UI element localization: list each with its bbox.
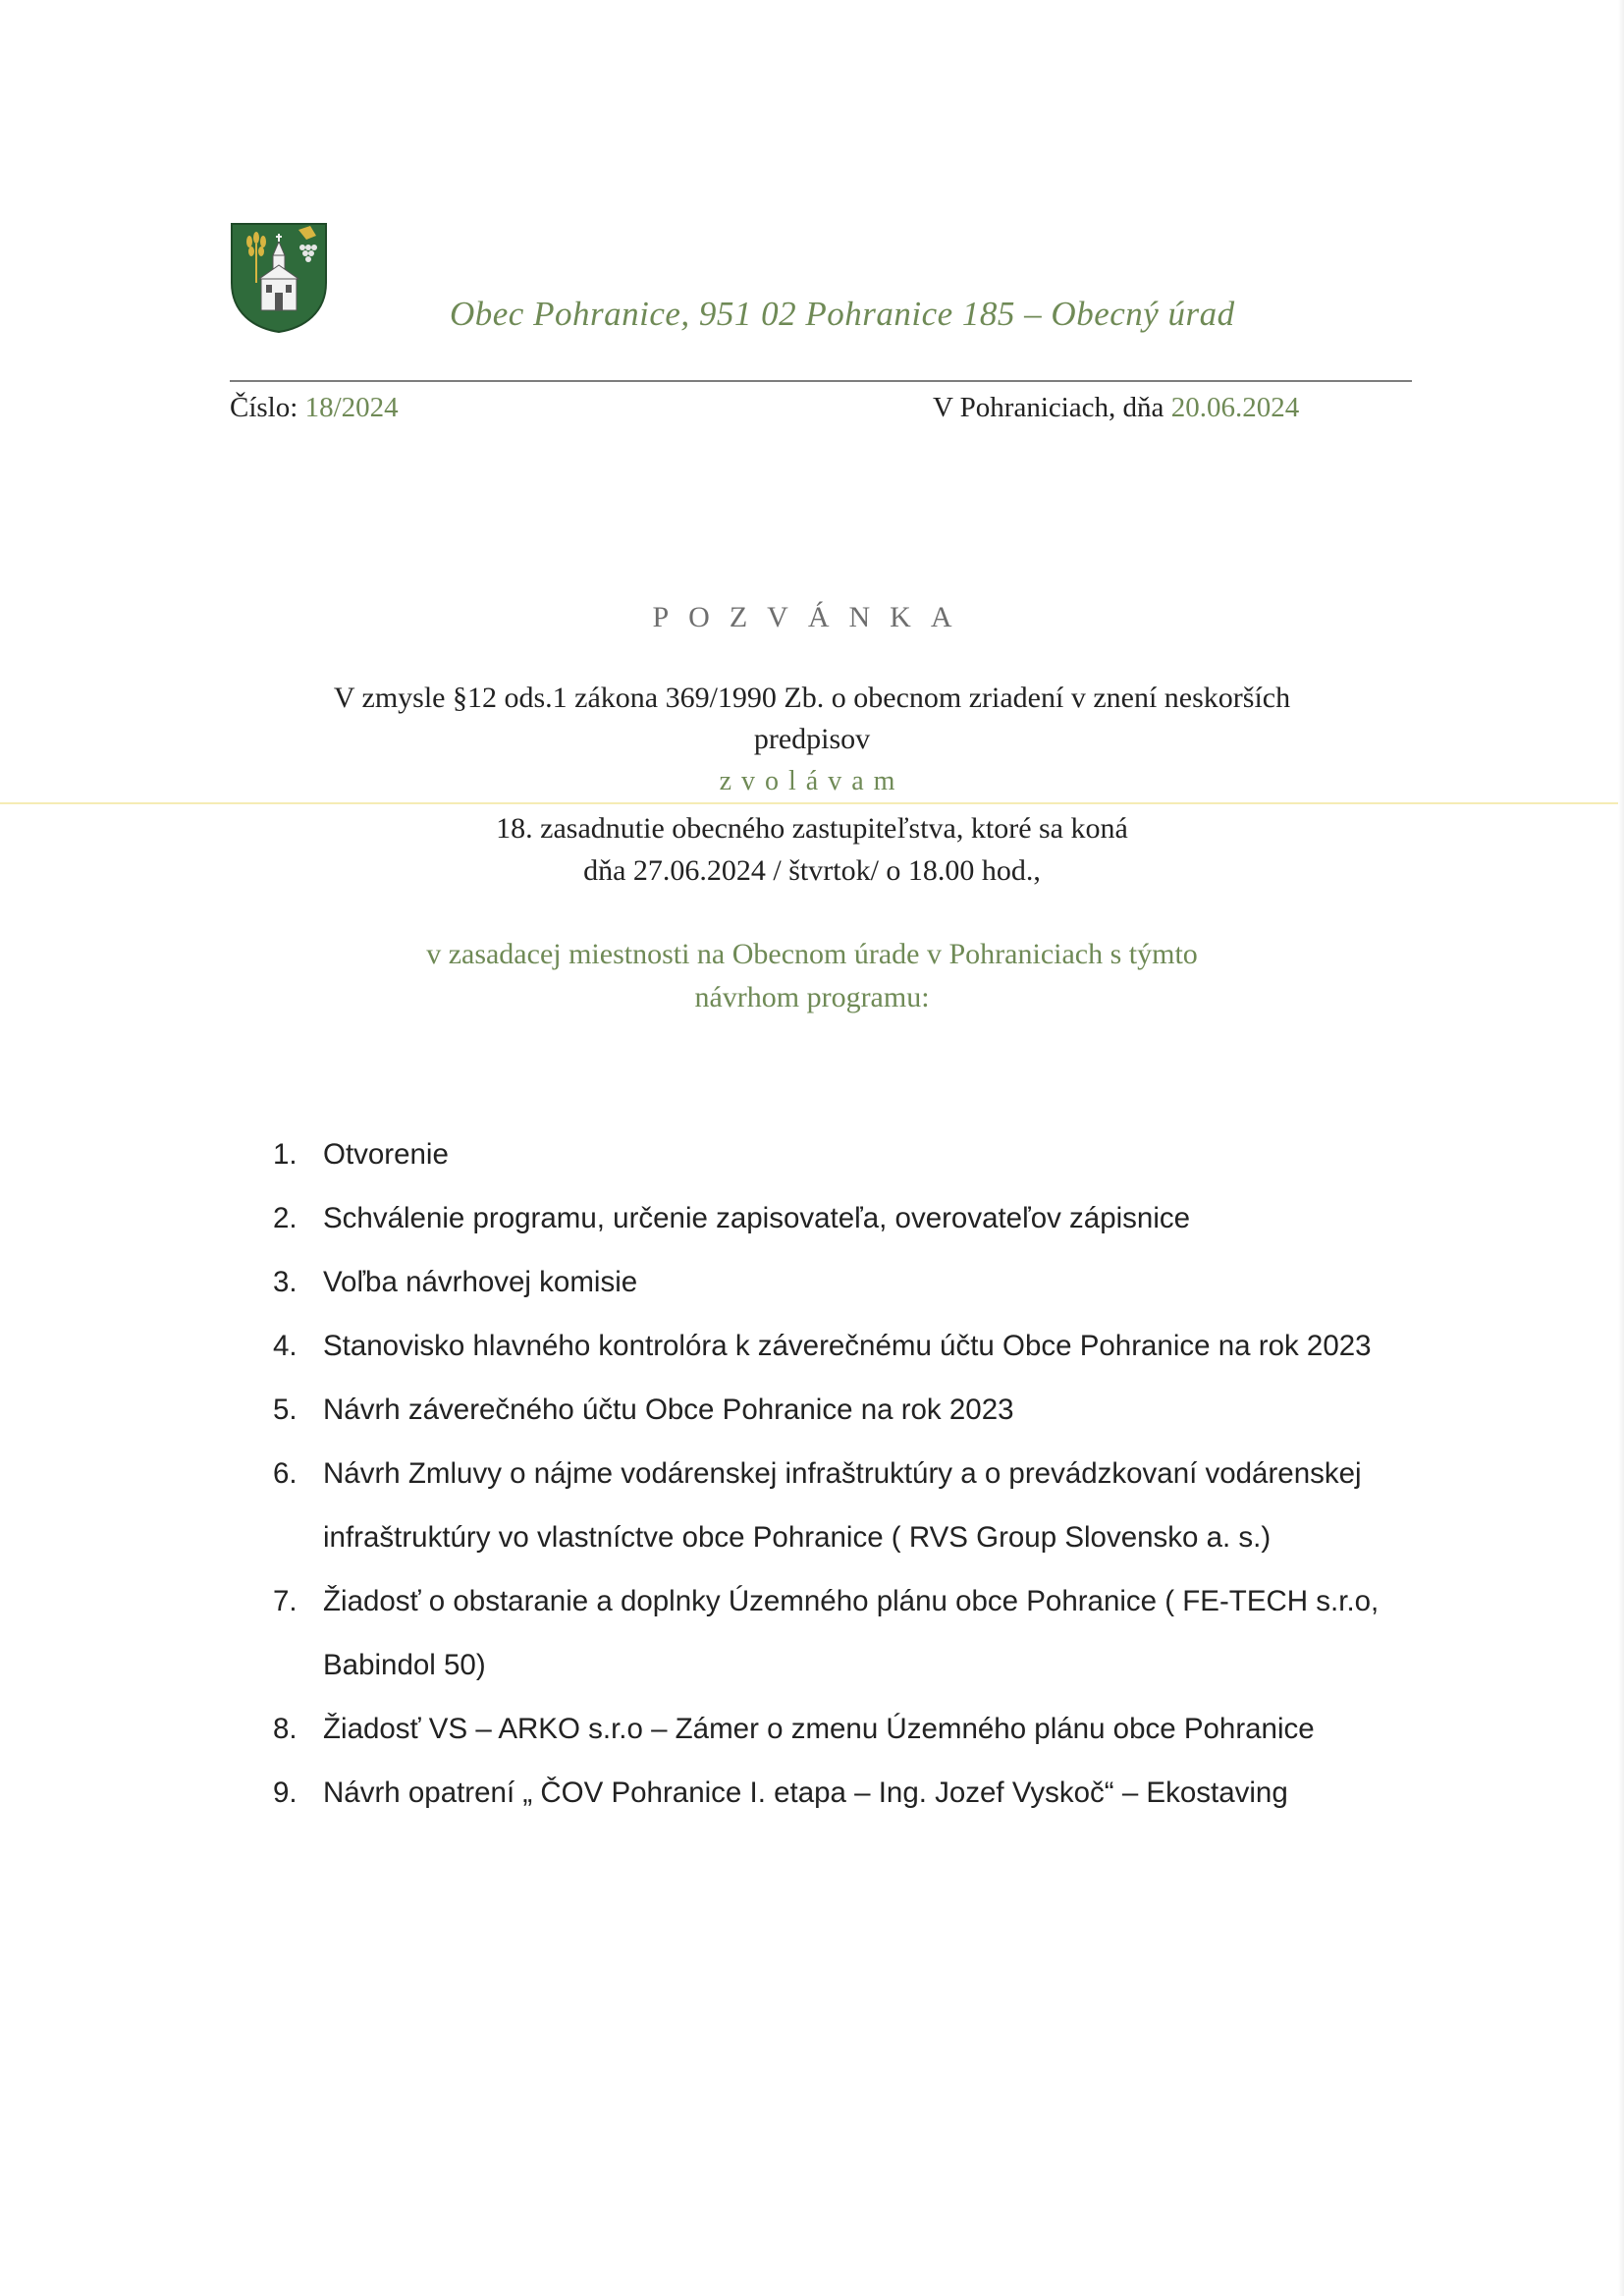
legal-basis-line: predpisov: [753, 723, 871, 755]
agenda-item: [273, 1761, 1451, 1825]
agenda-item-text: Schválenie programu, určenie zapisovateľa, overovateľov zápisnice: [323, 1202, 1191, 1234]
number-label: Číslo:: [230, 392, 298, 423]
legal-basis-paragraph: [0, 678, 1624, 760]
convene-word: zvolávam: [719, 766, 905, 796]
page-edge-shadow: [1618, 0, 1624, 2296]
meeting-line: 18. zasadnutie obecného zastupiteľstva, ktoré sa koná: [496, 812, 1128, 845]
agenda-item-text: Voľba návrhovej komisie: [323, 1266, 638, 1298]
agenda-item: [273, 1378, 1451, 1442]
agenda-item-text: Návrh Zmluvy o nájme vodárenskej infraštruktúry a o prevádzkovaní vodárenskej infraštruktúry vo vlastníctve obce Pohranice ( RVS Group Slovensko a. s.): [323, 1457, 1362, 1554]
agenda-item-text: Stanovisko hlavného kontrolóra k záverečnému účtu Obce Pohranice na rok 2023: [323, 1330, 1372, 1362]
agenda-item: [273, 1569, 1451, 1697]
agenda-item: [273, 1442, 1451, 1569]
venue-line: v zasadacej miestnosti na Obecnom úrade v Pohraniciach s týmto: [426, 938, 1198, 970]
agenda-item-number: 8.: [273, 1713, 298, 1745]
reference-number: [230, 392, 399, 424]
place-date: [933, 392, 1299, 424]
meeting-line: dňa 27.06.2024 / štvrtok/ o 18.00 hod.,: [583, 854, 1041, 887]
legal-basis-line: V zmysle §12 ods.1 zákona 369/1990 Zb. o obecnom zriadení v znení neskorších: [333, 682, 1291, 714]
agenda-item-number: 2.: [273, 1202, 298, 1234]
agenda-item-text: Žiadosť VS – ARKO s.r.o – Zámer o zmenu Územného plánu obce Pohranice: [323, 1713, 1315, 1745]
agenda-item: [273, 1697, 1451, 1761]
agenda-item-number: 3.: [273, 1266, 298, 1298]
agenda-item-text: Žiadosť o obstaranie a doplnky Územného plánu obce Pohranice ( FE-TECH s.r.o, Babindol 50): [323, 1585, 1380, 1681]
date-value: 20.06.2024: [1170, 392, 1300, 423]
venue-line: návrhom programu:: [694, 981, 930, 1013]
agenda-item-number: 4.: [273, 1330, 298, 1362]
number-value: 18/2024: [304, 392, 399, 423]
header-divider: [230, 380, 1412, 382]
venue-details: [0, 933, 1624, 1019]
agenda-item-number: 1.: [273, 1138, 298, 1171]
agenda-item-number: 7.: [273, 1585, 298, 1617]
coat-of-arms-icon: [230, 222, 328, 334]
meeting-details: [0, 807, 1624, 892]
agenda-item-number: 9.: [273, 1777, 298, 1809]
place-date-label: V Pohraniciach, dňa: [933, 392, 1164, 423]
agenda-item: [273, 1186, 1451, 1250]
scan-artifact-line: [0, 802, 1624, 804]
municipality-header: Obec Pohranice, 951 02 Pohranice 185 – Obecný úrad: [450, 295, 1235, 333]
agenda-item: [273, 1250, 1451, 1314]
agenda-item-text: Otvorenie: [323, 1138, 449, 1171]
agenda-item: [273, 1122, 1451, 1186]
agenda-list: [273, 1122, 1451, 1825]
document-title: POZVÁNKA: [652, 601, 972, 633]
agenda-item-number: 5.: [273, 1394, 298, 1426]
agenda-item: [273, 1314, 1451, 1378]
agenda-item-text: Návrh záverečného účtu Obce Pohranice na rok 2023: [323, 1394, 1014, 1426]
agenda-item-number: 6.: [273, 1457, 298, 1490]
agenda-item-text: Návrh opatrení „ ČOV Pohranice I. etapa – Ing. Jozef Vyskoč“ – Ekostaving: [323, 1777, 1288, 1809]
